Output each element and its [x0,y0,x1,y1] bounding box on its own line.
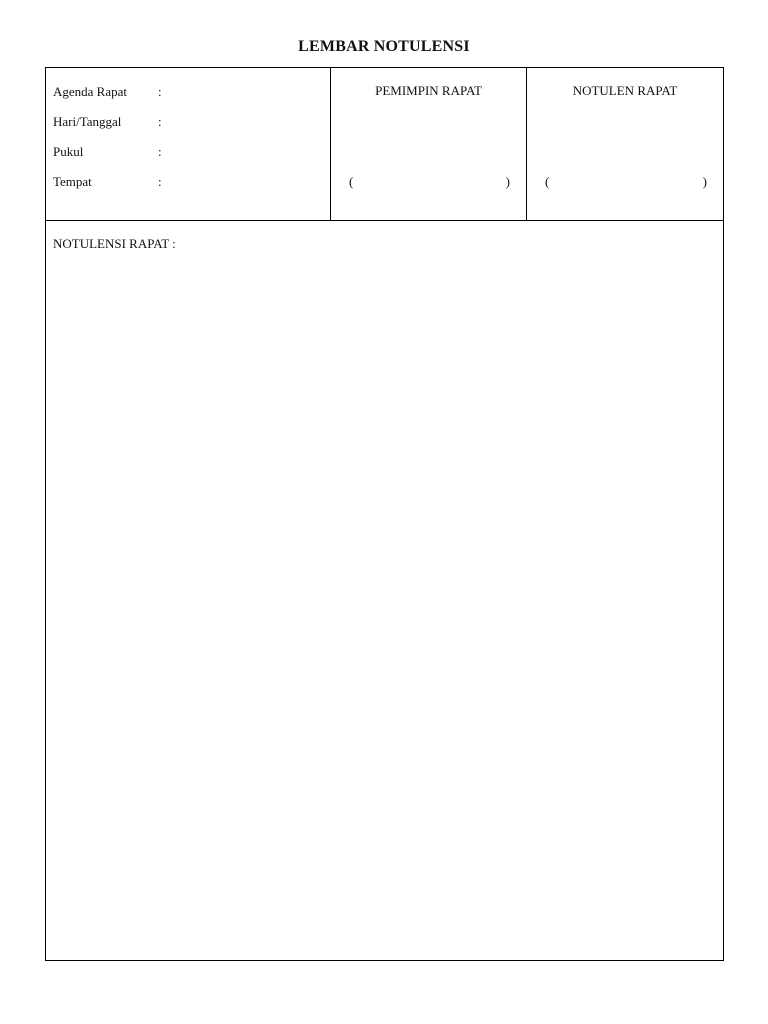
document-title: LEMBAR NOTULENSI [298,38,470,55]
field-colon: : [158,144,162,159]
leader-signature-cell [331,68,527,220]
leader-name-paren-open: ( [349,174,354,189]
recorder-signature-cell [527,68,723,220]
field-label-time: Pukul [53,144,84,159]
field-label-agenda: Agenda Rapat [53,84,128,99]
leader-name-paren-close: ) [505,174,510,189]
field-colon: : [158,84,162,99]
field-label-date: Hari/Tanggal [53,114,122,129]
field-place [53,174,323,190]
recorder-name-paren-close: ) [702,174,707,189]
recorder-signature-title: NOTULEN RAPAT [572,83,678,98]
field-colon: : [158,174,162,189]
field-colon: : [158,114,162,129]
field-time [53,144,323,160]
recorder-name-paren-open: ( [545,174,550,189]
minutes-form [45,67,724,961]
field-date [53,114,323,130]
field-agenda [53,84,323,100]
field-label-place: Tempat [53,174,92,189]
form-header-row [46,68,723,221]
meeting-info-cell [46,68,331,220]
leader-signature-title: PEMIMPIN RAPAT [375,83,482,98]
notes-section-label: NOTULENSI RAPAT : [53,236,176,251]
